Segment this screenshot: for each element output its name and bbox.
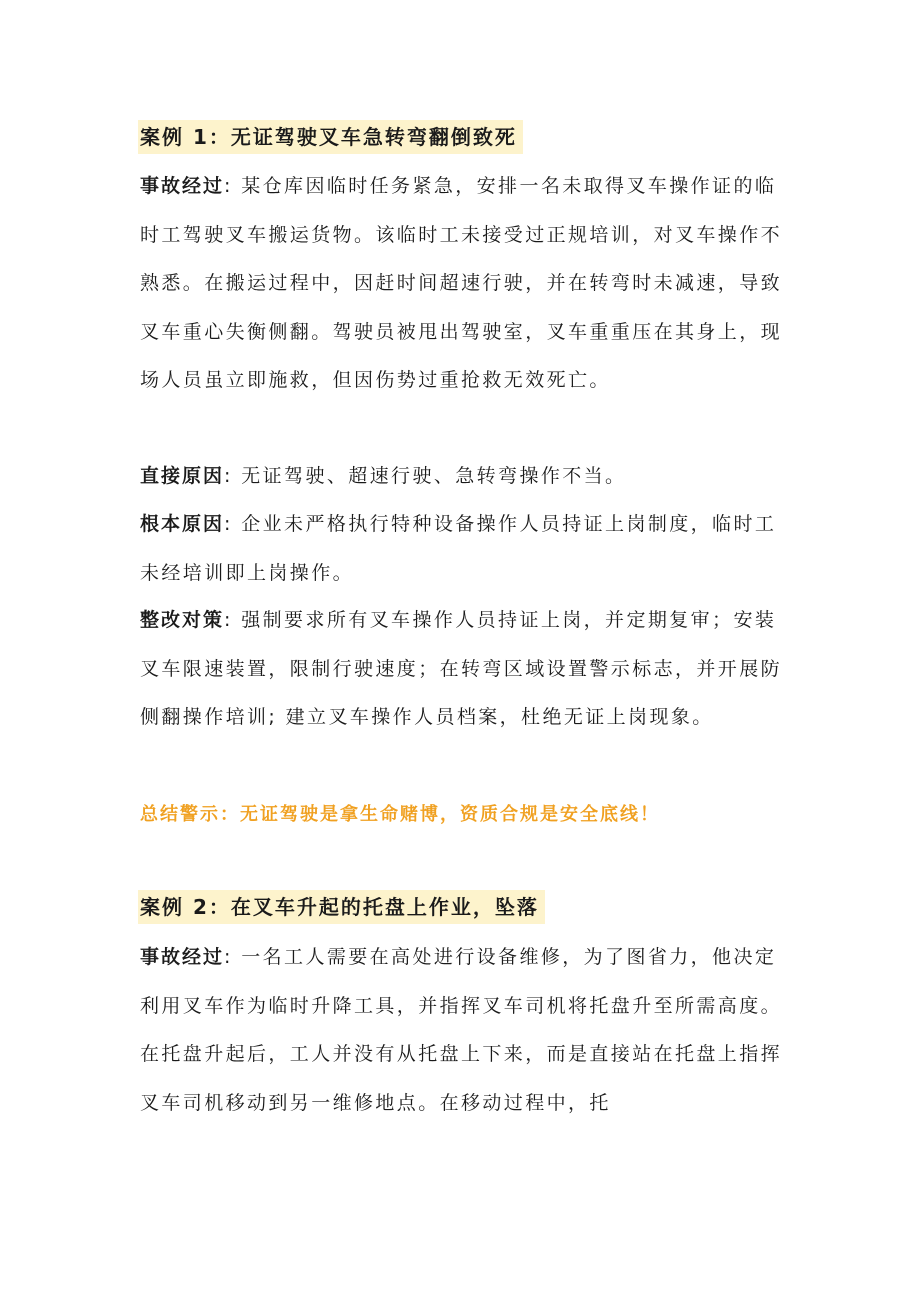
case1-direct-cause-paragraph [140,452,790,501]
case2-process-text: : 一名工人需要在高处进行设备维修，为了图省力，他决定利用叉车作为临时升降工具，并指挥叉车司机将托盘升至所需高度。在托盘升起后，工人并没有从托盘上下来，而是直接站在托盘上指挥叉车司机移动到另一维修地点。在移动过程中，托 [140,946,783,1114]
case1-warning: 总结警示：无证驾驶是拿生命赌博，资质合规是安全底线！ [140,804,660,825]
case1-fix-label: 整改对策 [140,609,225,631]
case1-title: 案例 1：无证驾驶叉车急转弯翻倒致死 [138,120,523,154]
case1-process-paragraph [140,162,790,405]
case1-process-label: 事故经过 [140,175,225,197]
case2-title: 案例 2：在叉车升起的托盘上作业，坠落 [138,890,545,924]
case1-process-text: : 某仓库因临时任务紧急，安排一名未取得叉车操作证的临时工驾驶叉车搬运货物。该临时工未接受过正规培训，对叉车操作不熟悉。在搬运过程中，因赶时间超速行驶，并在转弯时未减速，导致叉车重心失衡侧翻。驾驶员被甩出驾驶室，叉车重重压在其身上，现场人员虽立即施救，但因伤势过重抢救无效死亡。 [140,175,783,391]
case1-root-text: : 企业未严格执行特种设备操作人员持证上岗制度，临时工未经培训即上岗操作。 [140,513,777,584]
case2-process-paragraph [140,933,790,1127]
case1-fix-text: : 强制要求所有叉车操作人员持证上岗，并定期复审；安装叉车限速装置，限制行驶速度；在转弯区域设置警示标志，并开展防侧翻操作培训; 建立叉车操作人员档案，杜绝无证上岗现象。 [140,609,783,728]
case1-root-cause-paragraph [140,500,790,597]
case1-direct-text: : 无证驾驶、超速行驶、急转弯操作不当。 [224,465,627,487]
case2-process-label: 事故经过 [140,946,225,968]
case1-fix-paragraph [140,596,790,742]
case1-root-label: 根本原因 [140,513,225,535]
case1-direct-label: 直接原因 [140,465,225,487]
